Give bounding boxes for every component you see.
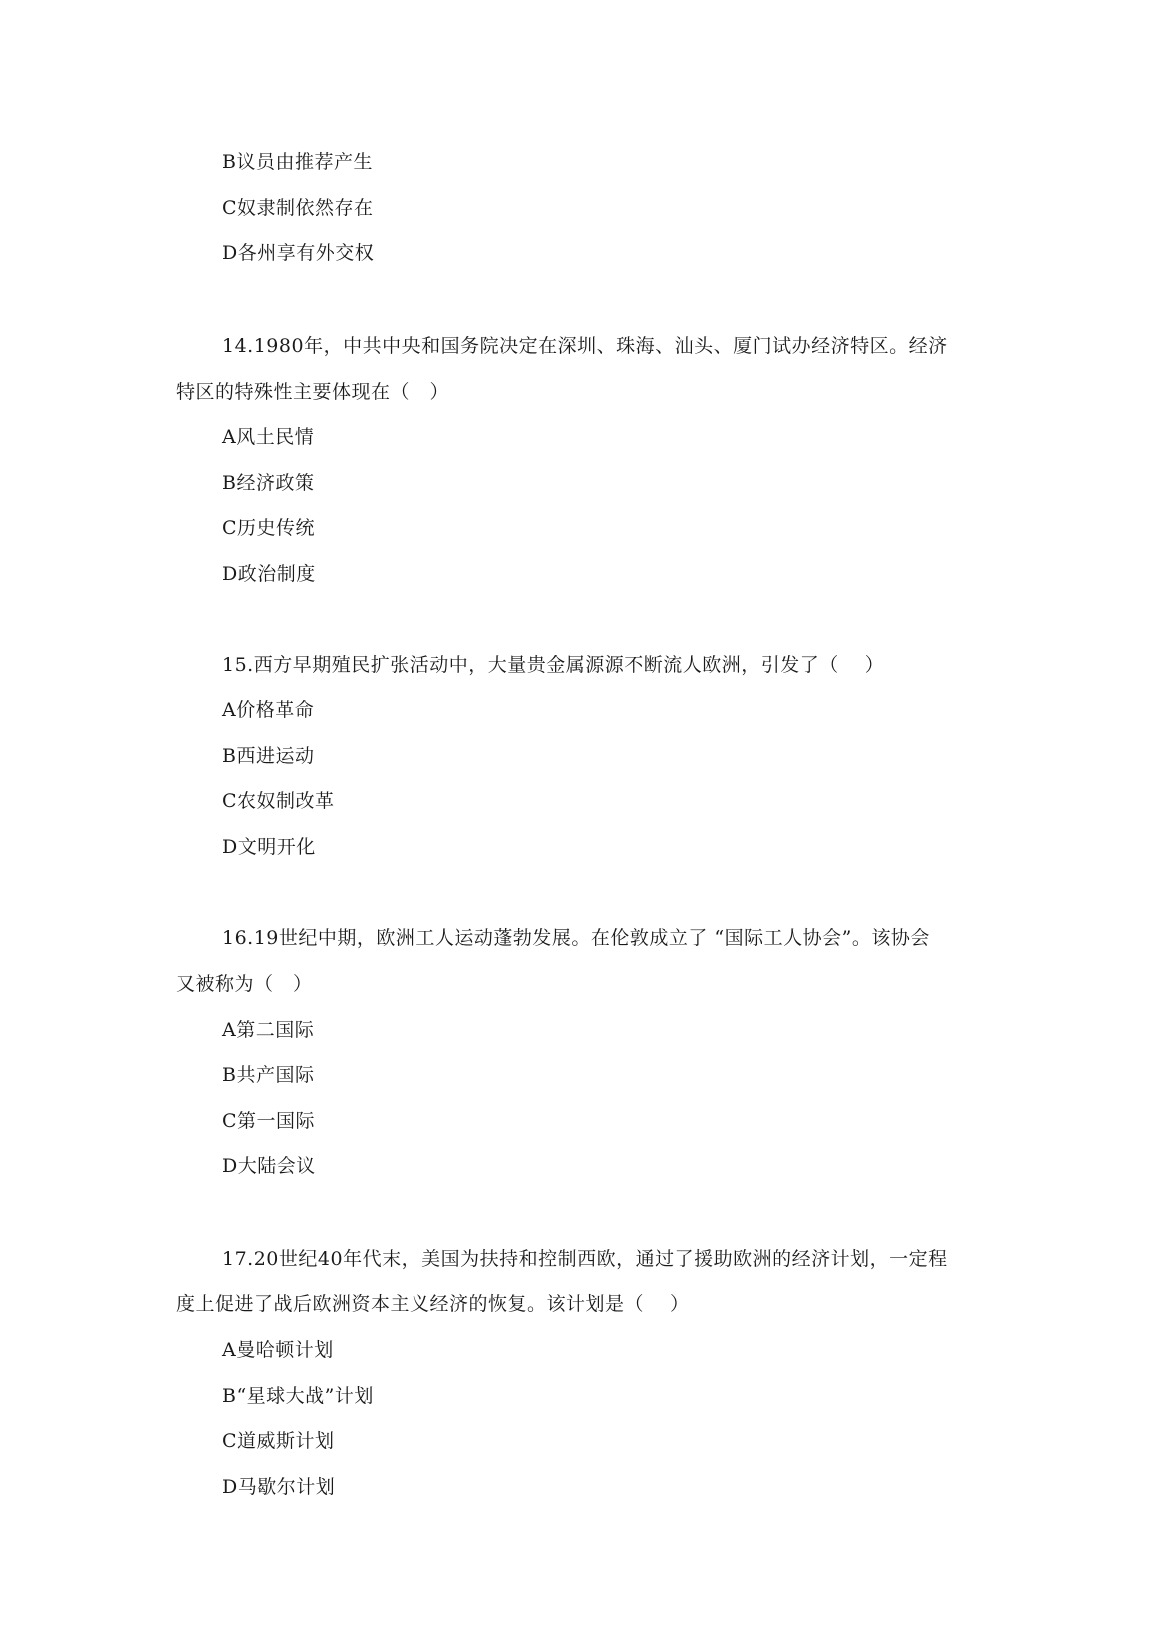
q14-option-a: A风土民情 <box>222 426 315 448</box>
q16-option-c: C第一国际 <box>222 1110 316 1132</box>
q14-stem-line2: 特区的特殊性主要体现在（ ） <box>176 381 450 403</box>
q17-option-b: B“星球大战”计划 <box>222 1385 374 1407</box>
q16-stem-line1: 16.19世纪中期，欧洲工人运动蓬勃发展。在伦敦成立了 “国际工人协会”。该协会 <box>222 927 930 949</box>
q15-option-b: B西进运动 <box>222 745 315 767</box>
q13-option-b: B议员由推荐产生 <box>222 151 373 173</box>
q17-option-d: D马歇尔计划 <box>222 1476 336 1498</box>
q14-stem-line1: 14.1980年，中共中央和国务院决定在深圳、珠海、汕头、厦门试办经济特区。经济 <box>222 335 948 357</box>
q17-option-c: C道威斯计划 <box>222 1430 335 1452</box>
q13-option-c: C奴隶制依然存在 <box>222 197 374 219</box>
q14-option-d: D政治制度 <box>222 563 316 585</box>
q15-option-a: A价格革命 <box>222 699 315 721</box>
q14-option-b: B经济政策 <box>222 472 315 494</box>
q17-option-a: A曼哈顿计划 <box>222 1339 334 1361</box>
q15-option-d: D文明开化 <box>222 836 316 858</box>
q16-stem-line2: 又被称为（ ） <box>176 973 313 995</box>
q16-option-b: B共产国际 <box>222 1064 315 1086</box>
q15-stem-line1: 15.西方早期殖民扩张活动中，大量贵金属源源不断流人欧洲，引发了（ ） <box>222 654 885 676</box>
q16-option-d: D大陆会议 <box>222 1155 316 1177</box>
q15-option-c: C农奴制改革 <box>222 790 335 812</box>
q13-option-d: D各州享有外交权 <box>222 242 375 264</box>
q14-option-c: C历史传统 <box>222 517 316 539</box>
q17-stem-line1: 17.20世纪40年代末，美国为扶持和控制西欧，通过了援助欧洲的经济计划，一定程 <box>222 1248 948 1270</box>
q17-stem-line2: 度上促进了战后欧洲资本主义经济的恢复。该计划是（ ） <box>176 1293 690 1315</box>
q16-option-a: A第二国际 <box>222 1019 315 1041</box>
